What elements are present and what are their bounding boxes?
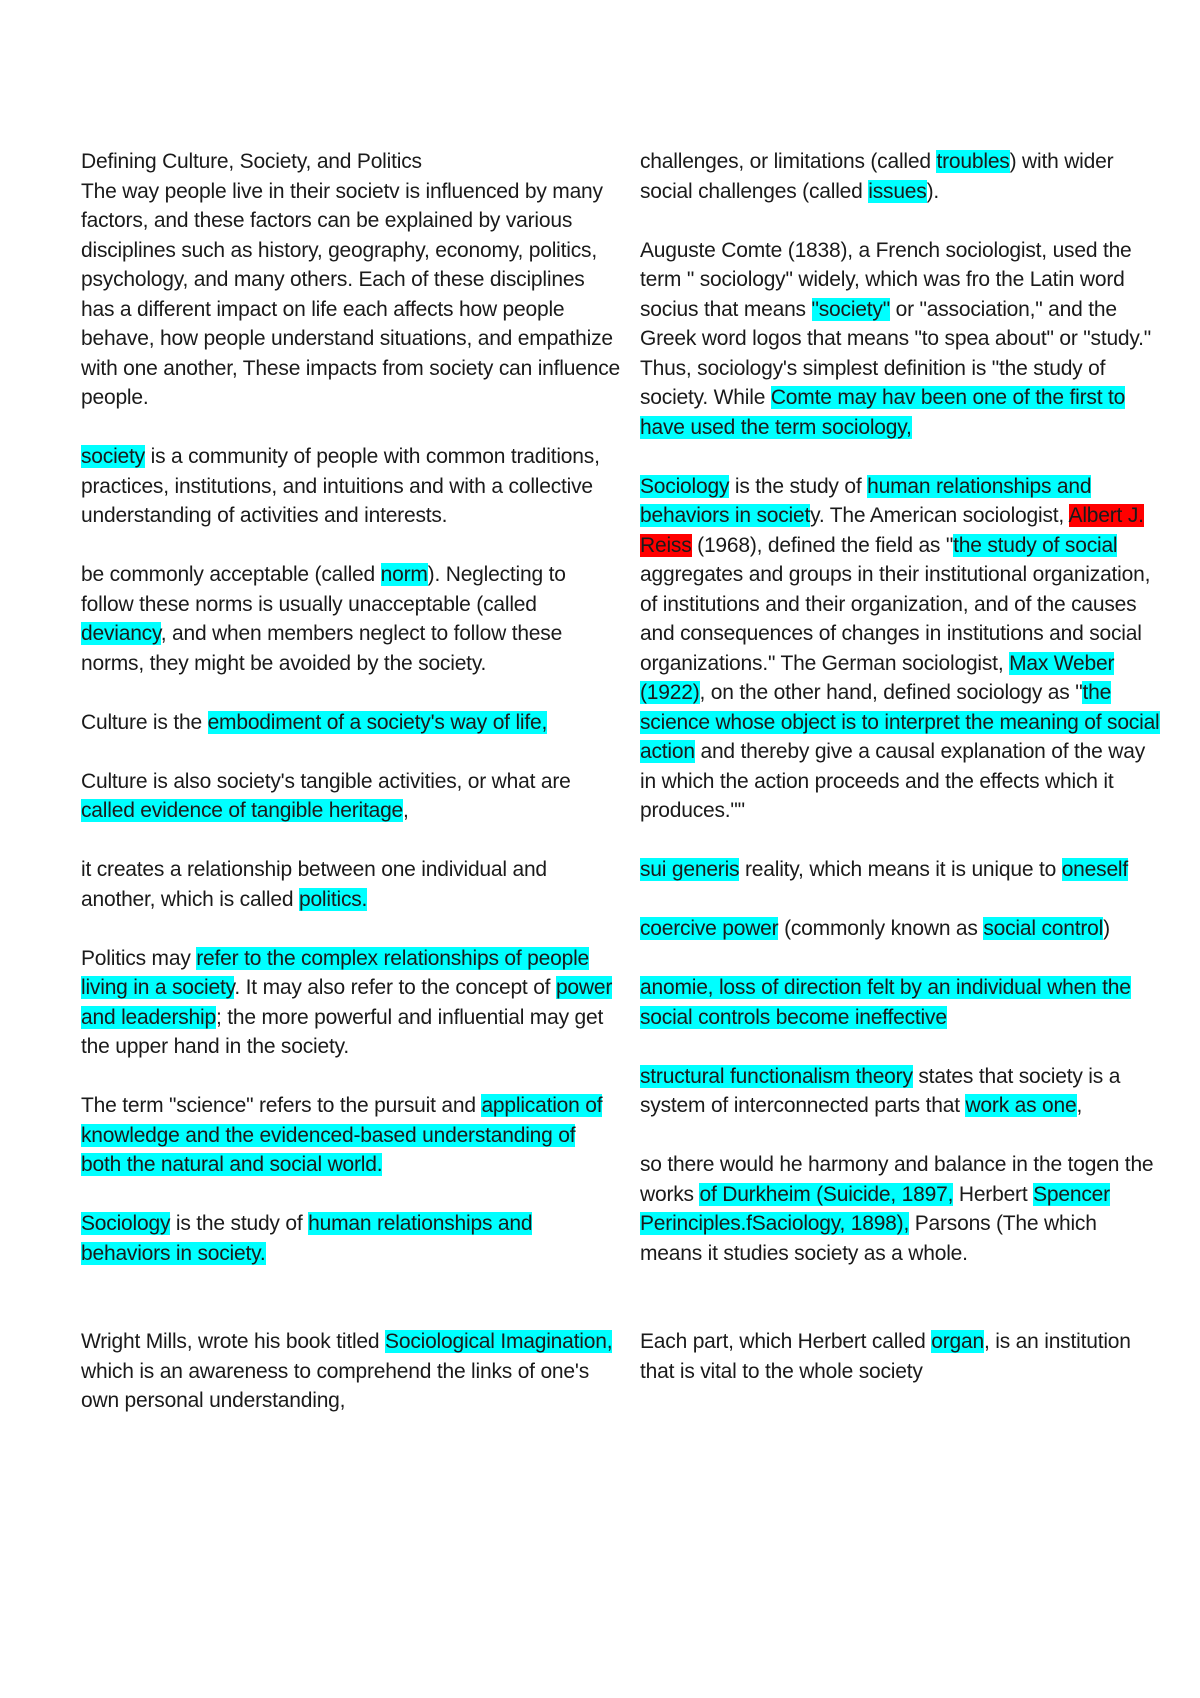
- highlight: embodiment of a society's way of life,: [207, 710, 548, 734]
- anomie-paragraph: [640, 973, 1160, 1032]
- highlight: anomie, loss of direction felt by an individual when the social controls become ineffective: [640, 976, 1131, 1029]
- highlight: human relationships and behaviors in society.: [81, 1212, 533, 1265]
- comte-paragraph: Auguste Comte (1838), a French sociologist, used the term " sociology" widely, which was fro the Latin word socius that means "society" or "association," and the Greek word logos that means "to spea about" or "study." Thus, sociology's simplest definition is "the study of society. While Comte may hav been one of the first to have used the term sociology,: [640, 238, 1152, 439]
- highlight: social control: [983, 917, 1104, 940]
- highlight: politics.: [298, 887, 368, 911]
- sociology-paragraph: Sociology is the study of human relationships and behaviors in society.: [81, 1212, 533, 1265]
- harmony-paragraph: so there would he harmony and balance in the togen the works of Durkheim (Suicide, 1897, Herbert Spencer Perinciples.fSaciology, 1898), Parsons (The which means it studies society as a whole.: [640, 1153, 1154, 1265]
- highlight: deviancy: [81, 622, 161, 645]
- highlight: the study of social: [953, 533, 1118, 557]
- highlight: called evidence of tangible heritage: [81, 799, 404, 822]
- sui-generis-paragraph: sui generis reality, which means it is unique to oneself: [640, 858, 1129, 881]
- culture-paragraph-1: Culture is the embodiment of a society's way of life,: [81, 710, 548, 734]
- highlight: refer to the complex relationships of people living in a society: [81, 946, 590, 999]
- highlight: Sociology: [81, 1212, 171, 1235]
- sociology-definition-paragraph: Sociology is the study of human relationships and behaviors in society. The American sociologist, Albert J. Reiss (1968), defined the field as "the study of social aggregates and groups in their institutional organization, of institutions and their organization, and of the causes and consequences of changes in institutions and social organizations." The German sociologist, Max Weber (1922), on the other hand, defined sociology as "the science whose object is to interpret the meaning of social action and thereby give a causal explanation of the way in which the action proceeds and the effects which it produces."": [640, 474, 1160, 822]
- document-title: Defining Culture, Society, and Politics: [81, 150, 422, 173]
- highlight: the science whose object is to interpret the meaning of social action: [640, 681, 1160, 763]
- highlight: issues: [868, 179, 927, 203]
- highlight: of Durkheim (Suicide, 1897,: [699, 1182, 954, 1206]
- intro-paragraph: The way people live in their societv is influenced by many factors, and these factors can be explained by various disciplines such as history, geography, economy, politics, psychology, and many others. Each of these disciplines has a different impact on life each affects how people behave, how people understand situations, and empathize with one another, These impacts from society can influence people.: [81, 179, 620, 409]
- coercive-power-paragraph: coercive power (commonly known as social control): [640, 917, 1110, 940]
- politics-paragraph-2: Politics may refer to the complex relationships of people living in a society. It may also refer to the concept of power and leadership; the more powerful and influential may get the upper hand in the society.: [81, 946, 613, 1058]
- highlight: Sociology: [640, 474, 730, 498]
- highlight: oneself: [1061, 858, 1129, 881]
- highlight: coercive power: [640, 917, 779, 940]
- highlight: sui generis: [640, 858, 740, 881]
- highlight: Comte may hav been one of the first to have used the term sociology,: [640, 386, 1126, 439]
- highlight: norm: [380, 563, 428, 586]
- mills-paragraph: Wright Mills, wrote his book titled Sociological Imagination, which is an awareness to comprehend the links of one's own personal understanding,: [81, 1330, 613, 1412]
- left-column: [81, 147, 621, 1416]
- right-column: [640, 147, 1160, 1386]
- organ-paragraph: Each part, which Herbert called organ, is an institution that is vital to the whole society: [640, 1330, 1131, 1383]
- highlight: "society": [811, 297, 890, 321]
- norm-paragraph: be commonly acceptable (called norm). Neglecting to follow these norms is usually unacceptable (called deviancy, and when members neglect to follow these norms, they might be avoided by the society.: [81, 563, 566, 675]
- highlight: troubles: [936, 150, 1010, 173]
- science-paragraph: The term "science" refers to the pursuit and application of knowledge and the evidenced-based understanding of both the natural and social world.: [81, 1094, 603, 1176]
- red-highlight: Albert J. Reiss: [640, 504, 1144, 557]
- culture-paragraph-2: Culture is also society's tangible activities, or what are called evidence of tangible heritage,: [81, 769, 571, 822]
- highlight: Sociological Imagination,: [385, 1330, 613, 1353]
- highlight: application of knowledge and the evidenced-based understanding of both the natural and social world.: [81, 1094, 603, 1176]
- highlight: work as one: [965, 1094, 1077, 1117]
- politics-paragraph-1: it creates a relationship between one individual and another, which is called politics.: [81, 858, 547, 911]
- highlight: power and leadership: [81, 976, 613, 1029]
- highlight: Spencer Perinciples.fSaciology, 1898),: [640, 1182, 1110, 1235]
- highlight: human relationships and behaviors in societ: [640, 474, 1092, 527]
- continuation-paragraph: challenges, or limitations (called troubles) with wider social challenges (called issues).: [640, 150, 1114, 203]
- highlight: society: [81, 445, 145, 468]
- highlight: organ: [931, 1330, 984, 1353]
- highlight: Max Weber (1922): [640, 651, 1115, 704]
- society-paragraph: society is a community of people with common traditions, practices, institutions, and intuitions and with a collective understanding of activities and interests.: [81, 445, 600, 527]
- structural-functionalism-paragraph: structural functionalism theory states that society is a system of interconnected parts that work as one,: [640, 1064, 1121, 1117]
- highlight: structural functionalism theory: [640, 1064, 913, 1088]
